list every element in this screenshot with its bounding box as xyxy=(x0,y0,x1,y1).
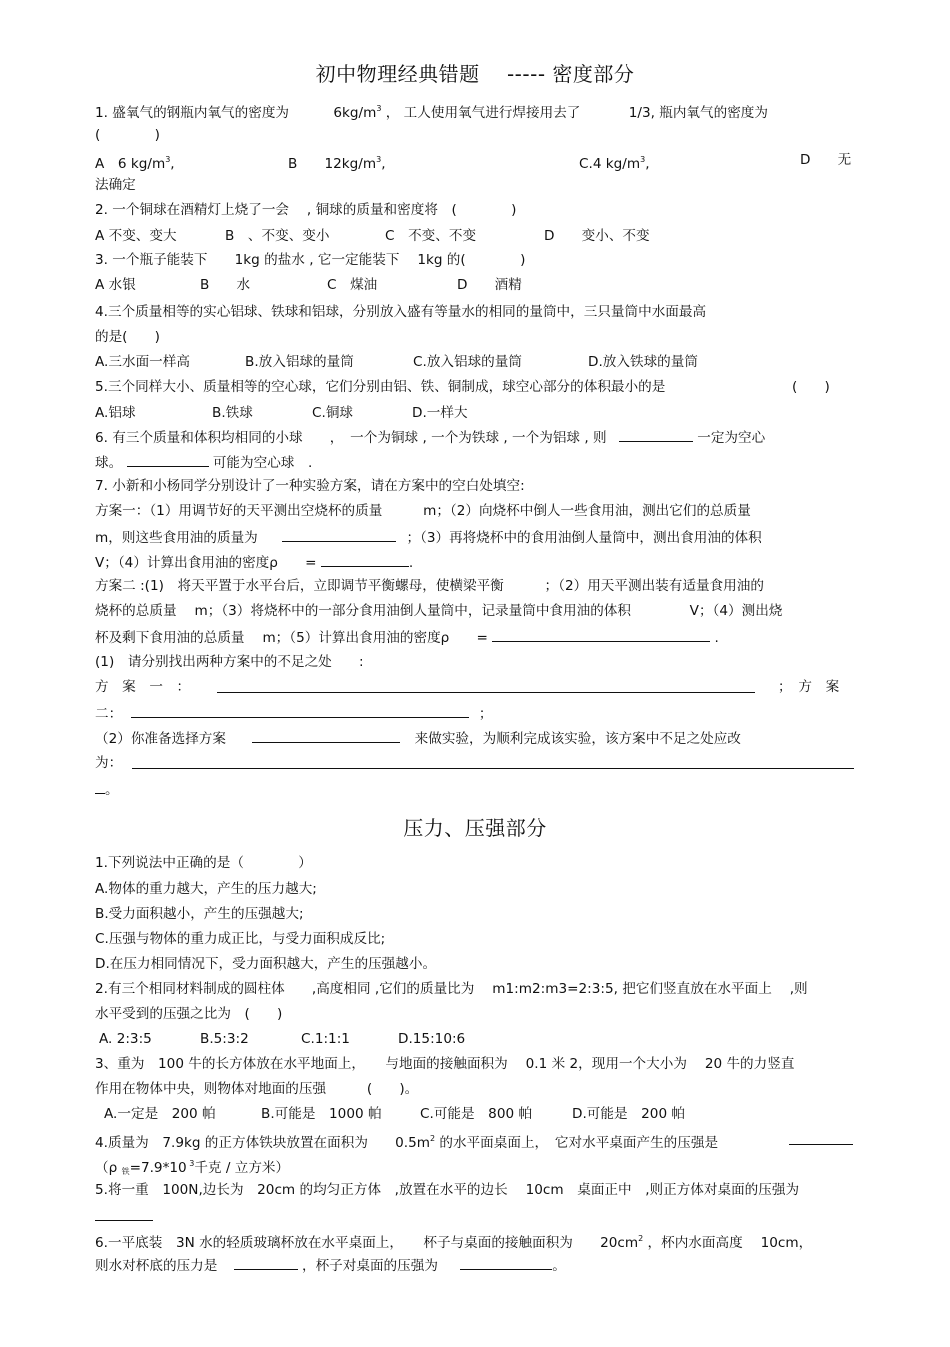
density-q4-stem: 4.三个质量相等的实心铝球、铁球和铝球，分别放入盛有等量水的相同的量筒中，三只量筒中水面最高 xyxy=(95,304,707,320)
option-c: C.4 $kg/m^3$, xyxy=(579,155,650,172)
blank-line[interactable] xyxy=(789,1130,853,1145)
blank-line[interactable] xyxy=(131,703,469,718)
pressure-q6-line2: 则水对杯底的压力是 ，杯子对桌面的压强为 。 xyxy=(95,1255,566,1275)
pressure-q3-stem-cont: 作用在物体中央，则物体对地面的压强 ( )。 xyxy=(95,1081,419,1097)
density-q7-sub2-label: 为： xyxy=(95,755,123,771)
option-d: D.15:10:6 xyxy=(398,1031,466,1047)
density-q4-stem-cont: 的是( ) xyxy=(95,329,160,345)
blank-line[interactable] xyxy=(234,1255,298,1270)
section-title-pressure: 压力、压强部分 xyxy=(403,816,547,840)
density-q6-line2: 球。 可能为空心球 . xyxy=(95,452,312,472)
density-q7-intro: 7. 小新和小杨同学分别设计了一种实验方案，请在方案中的空白处填空: xyxy=(95,478,525,494)
blank-line[interactable] xyxy=(217,678,755,693)
density-q7-sub1: (1) 请分别找出两种方案中的不足之处 : xyxy=(95,654,364,670)
option-c: C.可能是 800 帕 xyxy=(420,1106,533,1122)
blank-line[interactable] xyxy=(95,779,105,794)
option-a: A.三水面一样高 xyxy=(95,354,190,370)
blank-line[interactable] xyxy=(492,627,710,642)
option-d: D.一样大 xyxy=(412,405,468,421)
blank-line[interactable] xyxy=(127,452,209,467)
option-d: D.放入铁球的量筒 xyxy=(588,354,698,370)
pressure-q1-stem: 1.下列说法中正确的是（ ） xyxy=(95,855,312,871)
blank-line[interactable] xyxy=(321,552,409,567)
section-title-density: 初中物理经典错题 ----- 密度部分 xyxy=(315,62,635,86)
option-a: A 6 $kg/m^3$, xyxy=(95,155,175,172)
option-a: A.一定是 200 帕 xyxy=(104,1106,216,1122)
density-q7-plan2-line1: 方案二 :(1) 将天平置于水平台后，立即调节平衡螺母，使横梁平衡 ；（2）用天平测出装有适量食用油的 xyxy=(95,578,764,594)
option-b: B.铁球 xyxy=(212,405,253,421)
pressure-q4-note: （ρ 铁=7.9*10 $^3$千克 / 立方米） xyxy=(95,1159,290,1176)
option-d: D 无 xyxy=(800,152,852,168)
density-q7-plan2-line2: 烧杯的总质量 m；（3）将烧杯中的一部分食用油倒人量筒中，记录量筒中食用油的体积 V；（4）测出烧 xyxy=(95,603,783,619)
pressure-q6-stem: 6.一平底装 3N 水的轻质玻璃杯放在水平桌面上， 杯子与桌面的接触面积为 $20cm^2$ ，杯内水面高度 10cm， xyxy=(95,1234,813,1251)
option-a: A 水银 xyxy=(95,277,136,293)
density-q3-stem: 3. 一个瓶子能装下 1kg 的盐水 , 它一定能装下 1kg 的( ) xyxy=(95,252,526,268)
density-q7-plan2-line3: 杯及剩下食用油的总质量 m；（5）计算出食用油的密度ρ = . xyxy=(95,627,719,647)
density-q1-paren: ( ) xyxy=(95,127,160,143)
blank-line[interactable] xyxy=(460,1255,552,1270)
pressure-q1-option-a: A.物体的重力越大，产生的压力越大; xyxy=(95,881,317,897)
blank-line[interactable] xyxy=(252,728,400,743)
density-q7-plan1-line2: m，则这些食用油的质量为 ；（3）再将烧杯中的食用油倒人量筒中，测出食用油的体积 xyxy=(95,527,762,547)
option-b: B.可能是 1000 帕 xyxy=(261,1106,382,1122)
option-c: C.铜球 xyxy=(312,405,354,421)
pressure-q1-option-c: C.压强与物体的重力成正比，与受力面积成反比; xyxy=(95,931,386,947)
option-d: D 变小、不变 xyxy=(544,228,650,244)
density-q7-plan1-line1: 方案一：（1）用调节好的天平测出空烧杯的质量 m；（2）向烧杯中倒人一些食用油，测出它们的总质量 xyxy=(95,503,751,519)
pressure-q4-stem: 4.质量为 7.9kg 的正方体铁块放置在面积为 $0.5m^2$ 的水平面桌面上， 它对水平桌面产生的压强是 xyxy=(95,1134,719,1151)
option-b: B.放入铝球的量筒 xyxy=(245,354,354,370)
pressure-q2-stem-cont: 水平受到的压强之比为 ( ) xyxy=(95,1006,283,1022)
pressure-q2-stem: 2.有三个相同材料制成的圆柱体 ,高度相同 ,它们的质量比为 m1:m2:m3=2:3:5, 把它们竖直放在水平面上 ,则 xyxy=(95,981,808,997)
pressure-q1-option-b: B.受力面积越小，产生的压强越大; xyxy=(95,906,304,922)
density-q7-sub1-semicolon: ； 方 案 xyxy=(778,679,840,695)
pressure-q3-stem: 3、重为 100 牛的长方体放在水平地面上， 与地面的接触面积为 0.1 米 2，现用一个大小为 20 牛的力竖直 xyxy=(95,1056,795,1072)
pressure-q5-stem: 5.将一重 100N,边长为 20cm 的均匀正方体 ,放置在水平的边长 10cm 桌面正中 ,则正方体对桌面的压强为 xyxy=(95,1182,800,1198)
blank-line[interactable] xyxy=(282,527,396,542)
option-b: B $12kg/m^3$, xyxy=(288,155,386,172)
pressure-q1-option-d: D.在压力相同情况下，受力面积越大，产生的压强越小。 xyxy=(95,956,437,972)
density-q1-stem: 1. 盛氧气的钢瓶内氧气的密度为 $6kg/m^3$ ， 工人使用氧气进行焊接用去了 1/3, 瓶内氧气的密度为 xyxy=(95,104,768,121)
option-a: A 不变、变大 xyxy=(95,228,177,244)
option-c: C 煤油 xyxy=(327,277,378,293)
density-q5-stem: 5.三个同样大小、质量相等的空心球，它们分别由铝、铁、铜制成，球空心部分的体积最小的是 xyxy=(95,379,666,395)
option-d: D 酒精 xyxy=(457,277,522,293)
blank-line[interactable] xyxy=(619,427,693,442)
option-a: A. 2:3:5 xyxy=(99,1031,152,1047)
option-c: C.1:1:1 xyxy=(301,1031,350,1047)
option-b: B 水 xyxy=(200,277,251,293)
density-q5-paren: ( ) xyxy=(792,379,830,395)
option-a: A.铝球 xyxy=(95,405,136,421)
blank-line[interactable] xyxy=(95,1206,153,1221)
density-q7-sub1-plan1-label: 方 案 一 ： xyxy=(95,679,191,695)
option-b: B.5:3:2 xyxy=(200,1031,249,1047)
density-q7-plan1-line3: V；（4）计算出食用油的密度ρ = . xyxy=(95,552,413,572)
density-q7-sub2-end: 。 xyxy=(95,779,119,799)
density-q6-stem: 6. 有三个质量和体积均相同的小球 ， 一个为铜球 , 一个为铁球 , 一个为铝球 , 则 一定为空心 xyxy=(95,427,765,447)
density-q7-sub1-plan2: 二： ； xyxy=(95,703,492,723)
density-q1-option-d-cont: 法确定 xyxy=(95,177,136,193)
option-d: D.可能是 200 帕 xyxy=(572,1106,686,1122)
blank-line[interactable] xyxy=(132,754,854,769)
density-q2-stem: 2. 一个铜球在酒精灯上烧了一会 , 铜球的质量和密度将 ( ) xyxy=(95,202,517,218)
option-c: C 不变、不变 xyxy=(385,228,477,244)
option-c: C.放入铝球的量筒 xyxy=(413,354,522,370)
option-b: B 、不变、变小 xyxy=(225,228,330,244)
density-q7-sub2: （2）你准备选择方案 来做实验，为顺利完成该实验，该方案中不足之处应改 xyxy=(95,728,741,748)
